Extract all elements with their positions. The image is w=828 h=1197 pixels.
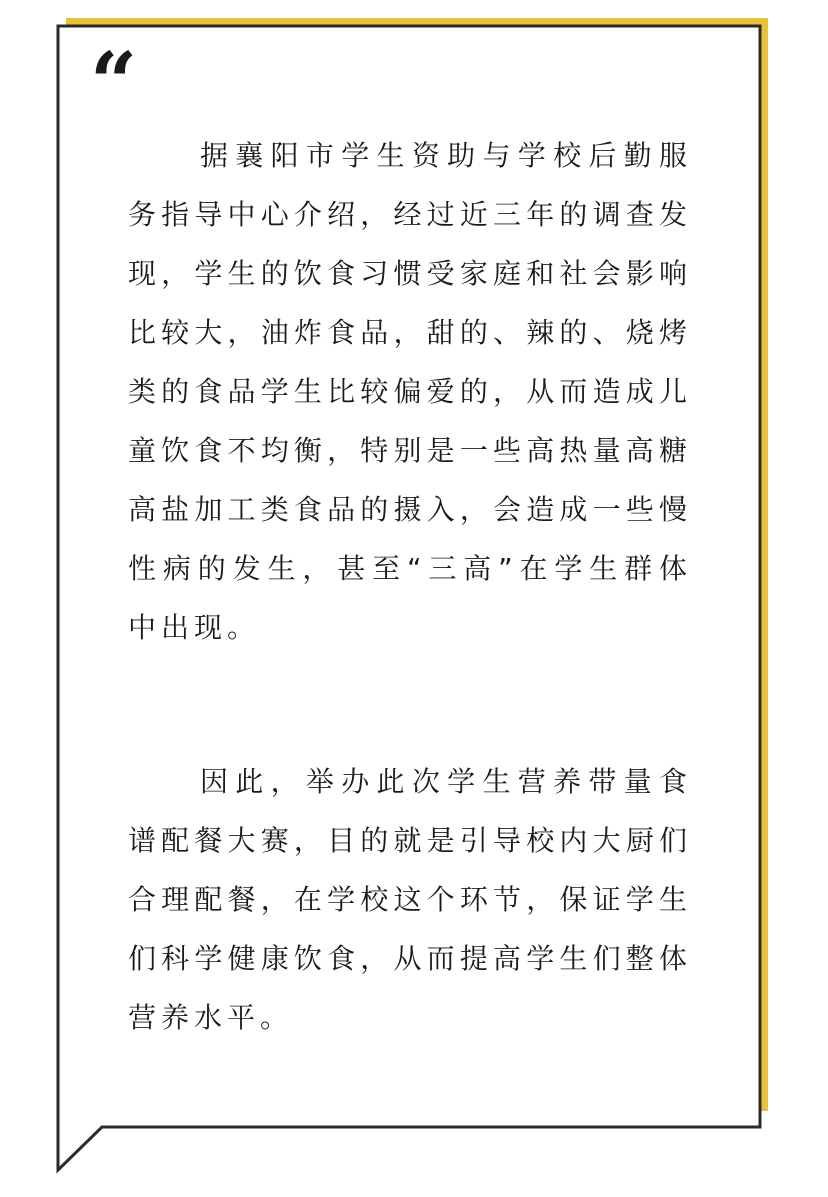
paragraph-purpose: 因此，举办此次学生营养带量食谱配餐大赛，目的就是引导校内大厨们合理配餐，在学校这个环节，保证学生们科学健康饮食，从而提高学生们整体营养水平。	[128, 765, 692, 1034]
paragraph-intro: 据襄阳市学生资助与学校后勤服务指导中心介绍，经过近三年的调查发现，学生的饮食习惯受家庭和社会影响比较大，油炸食品，甜的、辣的、烧烤类的食品学生比较偏爱的，从而造成儿童饮食不均衡，特别是一些高热量高糖高盐加工类食品的摄入，会造成一些慢性病的发生，甚至“三高”在学生群体中出现。	[128, 139, 692, 644]
quote-mark-icon: “	[90, 35, 132, 131]
